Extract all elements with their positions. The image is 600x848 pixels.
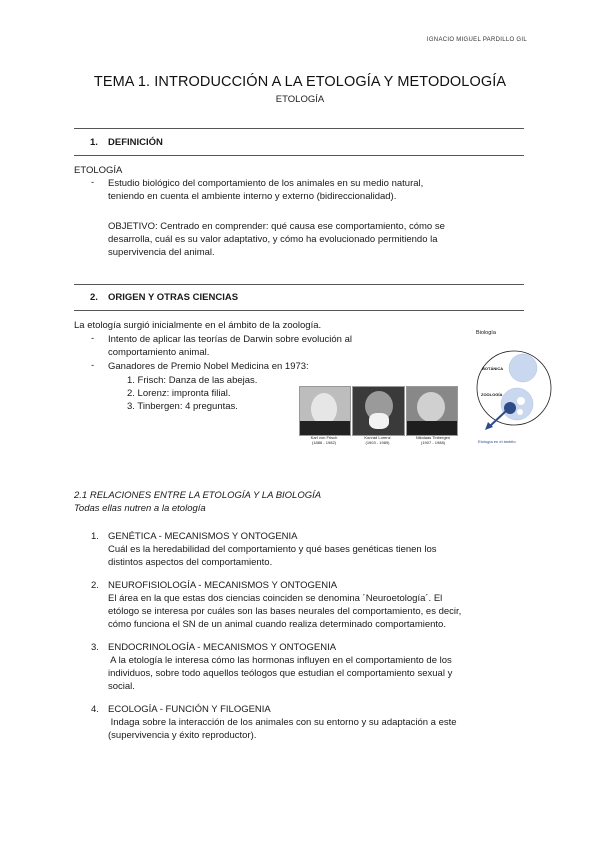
section2-rule-top [74, 284, 524, 285]
section1-heading [74, 137, 163, 148]
section2-intro: La etología surgió inicialmente en el ámbito de la zoología. [74, 320, 322, 331]
section1-number: 1. [90, 137, 98, 148]
winner-lorenz: 2. Lorenz: impronta filial. [127, 388, 231, 399]
diagram-subcircle [517, 409, 523, 415]
bullet-dash: - [91, 177, 95, 188]
diagram-subcircle [517, 397, 525, 405]
section1-rule-bottom [74, 155, 524, 156]
caption-frisch: Karl von Frisch (1886 - 1982) [310, 435, 338, 445]
diagram-label-etologia: Etología en el ámbito [478, 439, 516, 444]
photo-tinbergen [406, 386, 458, 436]
section21-heading: 2.1 RELACIONES ENTRE LA ETOLOGÍA Y LA BIOLOGÍA [74, 490, 322, 501]
diagram-botanica-circle [509, 354, 537, 382]
winner-frisch: 1. Frisch: Danza de las abejas. [127, 375, 258, 386]
biology-diagram [474, 326, 554, 448]
section1-title: DEFINICIÓN [108, 137, 163, 148]
page-title: TEMA 1. INTRODUCCIÓN A LA ETOLOGÍA Y METODOLOGÍA [93, 74, 507, 90]
diagram-label-zoologia: ZOOLOGÍA [481, 392, 503, 397]
photo-frisch [299, 386, 351, 436]
section2-rule-bottom [74, 310, 524, 311]
relation-number: 2. [91, 580, 99, 591]
relation-number: 3. [91, 642, 99, 653]
relation-number: 1. [91, 531, 99, 542]
term-etologia: ETOLOGÍA [74, 165, 123, 176]
relation-item-genetica: GENÉTICA - MECANISMOS Y ONTOGENIA Cuál es la heredabilidad del comportamiento y qué bases genéticas tienen los distintos aspectos del comportamiento. [108, 531, 437, 568]
relation-number: 4. [91, 704, 99, 715]
page-subtitle: ETOLOGÍA [275, 94, 325, 105]
diagram-label-biologia: Biología [476, 330, 496, 336]
caption-lorenz: Konrad Lorenz (1903 - 1989) [364, 435, 391, 445]
objetivo-text: OBJETIVO: Centrado en comprender: qué causa ese comportamiento, cómo se desarrolla, cuál es su valor adaptativo, y cómo ha evolucionado permitiendo la supervivencia del animal. [108, 221, 445, 258]
relation-item-endocrinologia: ENDOCRINOLOGÍA - MECANISMOS Y ONTOGENIA A la etología le interesa cómo las hormonas influyen en el comportamiento de los individuos, sobre todo aquellos teólogos que estudian el comportamiento sexual y social. [108, 642, 453, 692]
section2-title: ORIGEN Y OTRAS CIENCIAS [108, 292, 239, 303]
winner-tinbergen: 3. Tinbergen: 4 preguntas. [127, 401, 238, 412]
nobel-list [127, 374, 257, 413]
section2-number: 2. [90, 292, 98, 303]
relation-item-neurofisiologia: NEUROFISIOLOGÍA - MECANISMOS Y ONTOGENIA El área en la que estas dos ciencias coinciden se denomina ´Neuroetología´. El etólogo se interesa por cuáles son las bases neurales del comportamiento, es decir, cómo funciona el SN de un animal cuando realiza determinado comportamiento. [108, 580, 462, 630]
bullet-dash: - [91, 360, 95, 371]
caption-tinbergen: Nikolaas Tinbergen (1907 - 1988) [415, 435, 451, 445]
nobel-bullet: Ganadores de Premio Nobel Medicina en 1973: [108, 361, 309, 372]
section21-subheading: Todas ellas nutren a la etología [74, 503, 206, 514]
definition-text: Estudio biológico del comportamiento de los animales en su medio natural, teniendo en cuenta el ambiente interno y externo (bidireccionalidad). [108, 178, 424, 202]
section2-heading [74, 292, 238, 303]
photo-lorenz [352, 386, 405, 436]
relation-item-ecologia: ECOLOGÍA - FUNCIÓN Y FILOGENIA Indaga sobre la interacción de los animales con su entorno y su adaptación a este (supervivencia y éxito reproductor). [108, 704, 457, 741]
section1-rule-top [74, 128, 524, 129]
author-header: IGNACIO MIGUEL PARDILLO GIL [426, 37, 527, 43]
diagram-label-botanica: BOTÁNICA [482, 366, 504, 371]
darwin-bullet: Intento de aplicar las teorías de Darwin sobre evolución al comportamiento animal. [108, 334, 352, 358]
bullet-dash: - [91, 333, 95, 344]
